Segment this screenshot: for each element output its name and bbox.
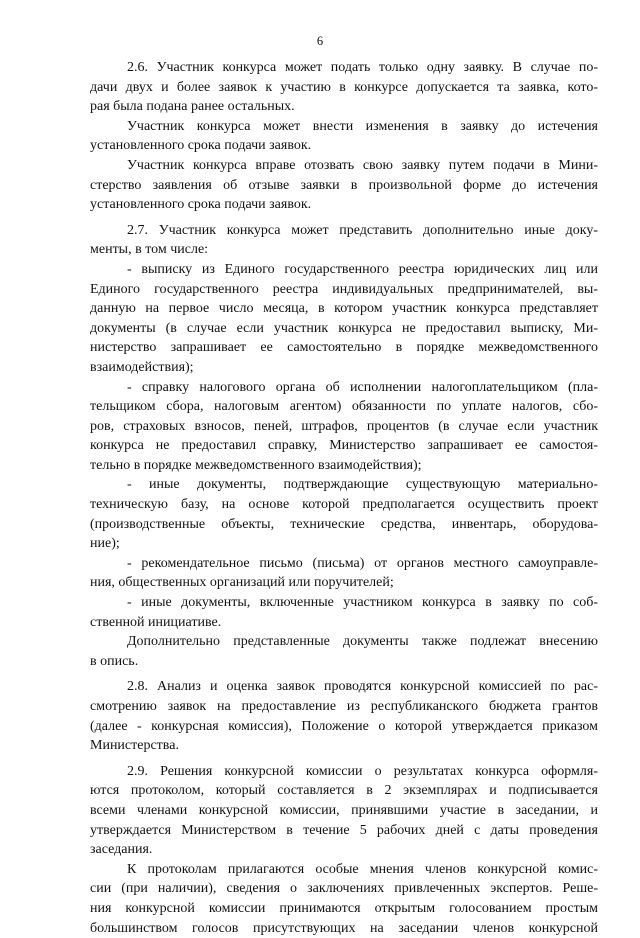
text-line: 2.8. Анализ и оценка заявок проводятся конкурсной комиссией по рас-	[127, 679, 598, 695]
text-line: заседания.	[90, 842, 153, 858]
paragraph	[90, 632, 598, 671]
paragraph	[90, 221, 598, 260]
text-line: нистерство запрашивает ее самостоятельно в порядке межведомственного	[90, 340, 598, 356]
text-line: - рекомендательное письмо (письма) от органов местного самоуправле-	[127, 555, 598, 571]
paragraph	[90, 593, 598, 632]
paragraph	[90, 58, 598, 117]
document-body	[90, 58, 598, 938]
text-line: - иные документы, включенные участником конкурса в заявку по соб-	[127, 595, 598, 611]
text-line: ственной инициативе.	[90, 614, 222, 630]
text-line: К протоколам прилагаются особые мнения членов конкурсной комис-	[127, 861, 598, 877]
paragraph	[90, 762, 598, 860]
text-line: (производственные объекты, технические средства, инвентарь, оборудова-	[90, 516, 598, 532]
text-line: менты, в том числе:	[90, 242, 209, 258]
text-line: ния конкурсной комиссии принимаются открытым голосованием простым	[90, 900, 598, 916]
text-line: большинством голосов присутствующих на заседании членов конкурсной	[90, 920, 598, 936]
text-line: установленного срока подачи заявок.	[90, 197, 312, 213]
paragraph	[90, 677, 598, 755]
text-line: тельно в порядке межведомственного взаимодействия);	[90, 457, 422, 473]
text-line: ние);	[90, 536, 120, 552]
text-line: рая была подана ранее остальных.	[90, 99, 295, 115]
text-line: 2.7. Участник конкурса может представить дополнительно иные доку-	[127, 222, 598, 238]
text-line: смотрению заявок на предоставление из республиканского бюджета грантов	[90, 699, 598, 714]
paragraph	[90, 378, 598, 476]
paragraph	[90, 117, 598, 156]
text-line: конкурса не предоставил справку, Министерство запрашивает ее самостоя-	[90, 438, 598, 454]
text-line: всеми членами конкурсной комиссии, принявшими участие в заседании, и	[90, 802, 598, 818]
text-line: дачи двух и более заявок к участию в конкурсе допускается та заявка, кото-	[90, 79, 598, 95]
text-line: в опись.	[90, 653, 139, 669]
text-line: стерство заявления об отзыве заявки в произвольной форме до истечения	[90, 177, 598, 193]
text-line: 2.6. Участник конкурса может подать только одну заявку. В случае по-	[127, 60, 598, 75]
text-line: - справку налогового органа об исполнении налогоплательщиком (пла-	[127, 379, 598, 395]
text-line: - иные документы, подтверждающие существующую материально-	[127, 477, 598, 493]
text-line: утверждается Министерством в течение 5 рабочих дней с даты проведения	[90, 822, 598, 838]
paragraph	[90, 475, 598, 553]
text-line: (далее - конкурсная комиссия), Положение о которой утверждается приказом	[90, 718, 598, 734]
paragraph	[90, 554, 598, 593]
text-line: данную на первое число месяца, в котором участник конкурса представляет	[90, 301, 598, 317]
text-line: техническую базу, на основе которой предполагается осуществить проект	[90, 497, 598, 513]
text-line: 2.9. Решения конкурсной комиссии о результатах конкурса оформля-	[127, 763, 598, 779]
paragraph	[90, 260, 598, 378]
text-line: Дополнительно представленные документы также подлежат внесению	[127, 634, 598, 650]
text-line: ются протоколом, который составляется в 2 экземплярах и подписывается	[90, 783, 598, 799]
text-line: Единого государственного реестра индивидуальных предпринимателей, вы-	[90, 281, 598, 297]
text-line: Участник конкурса вправе отозвать свою заявку путем подачи в Мини-	[127, 157, 598, 173]
text-line: Министерства.	[90, 738, 179, 754]
text-line: - выписку из Единого государственного реестра юридических лиц или	[127, 261, 598, 277]
text-line: взаимодействия);	[90, 359, 194, 375]
text-line: тельщиком сбора, налоговым агентом) обязанности по уплате налогов, сбо-	[90, 399, 598, 415]
text-line: Участник конкурса может внести изменения в заявку до истечения	[127, 118, 598, 134]
paragraph	[90, 156, 598, 215]
text-line: ния, общественных организаций или поручителей;	[90, 575, 394, 591]
text-line: документы (в случае если участник конкурса не предоставил выписку, Ми-	[90, 320, 598, 336]
paragraph	[90, 860, 598, 938]
text-line: установленного срока подачи заявок.	[90, 138, 312, 154]
text-line: ров, страховых взносов, пеней, штрафов, процентов (в случае если участник	[90, 418, 598, 434]
page-number: 6	[316, 34, 324, 48]
text-line: сии (при наличии), сведения о заключениях привлеченных экспертов. Реше-	[90, 881, 598, 897]
